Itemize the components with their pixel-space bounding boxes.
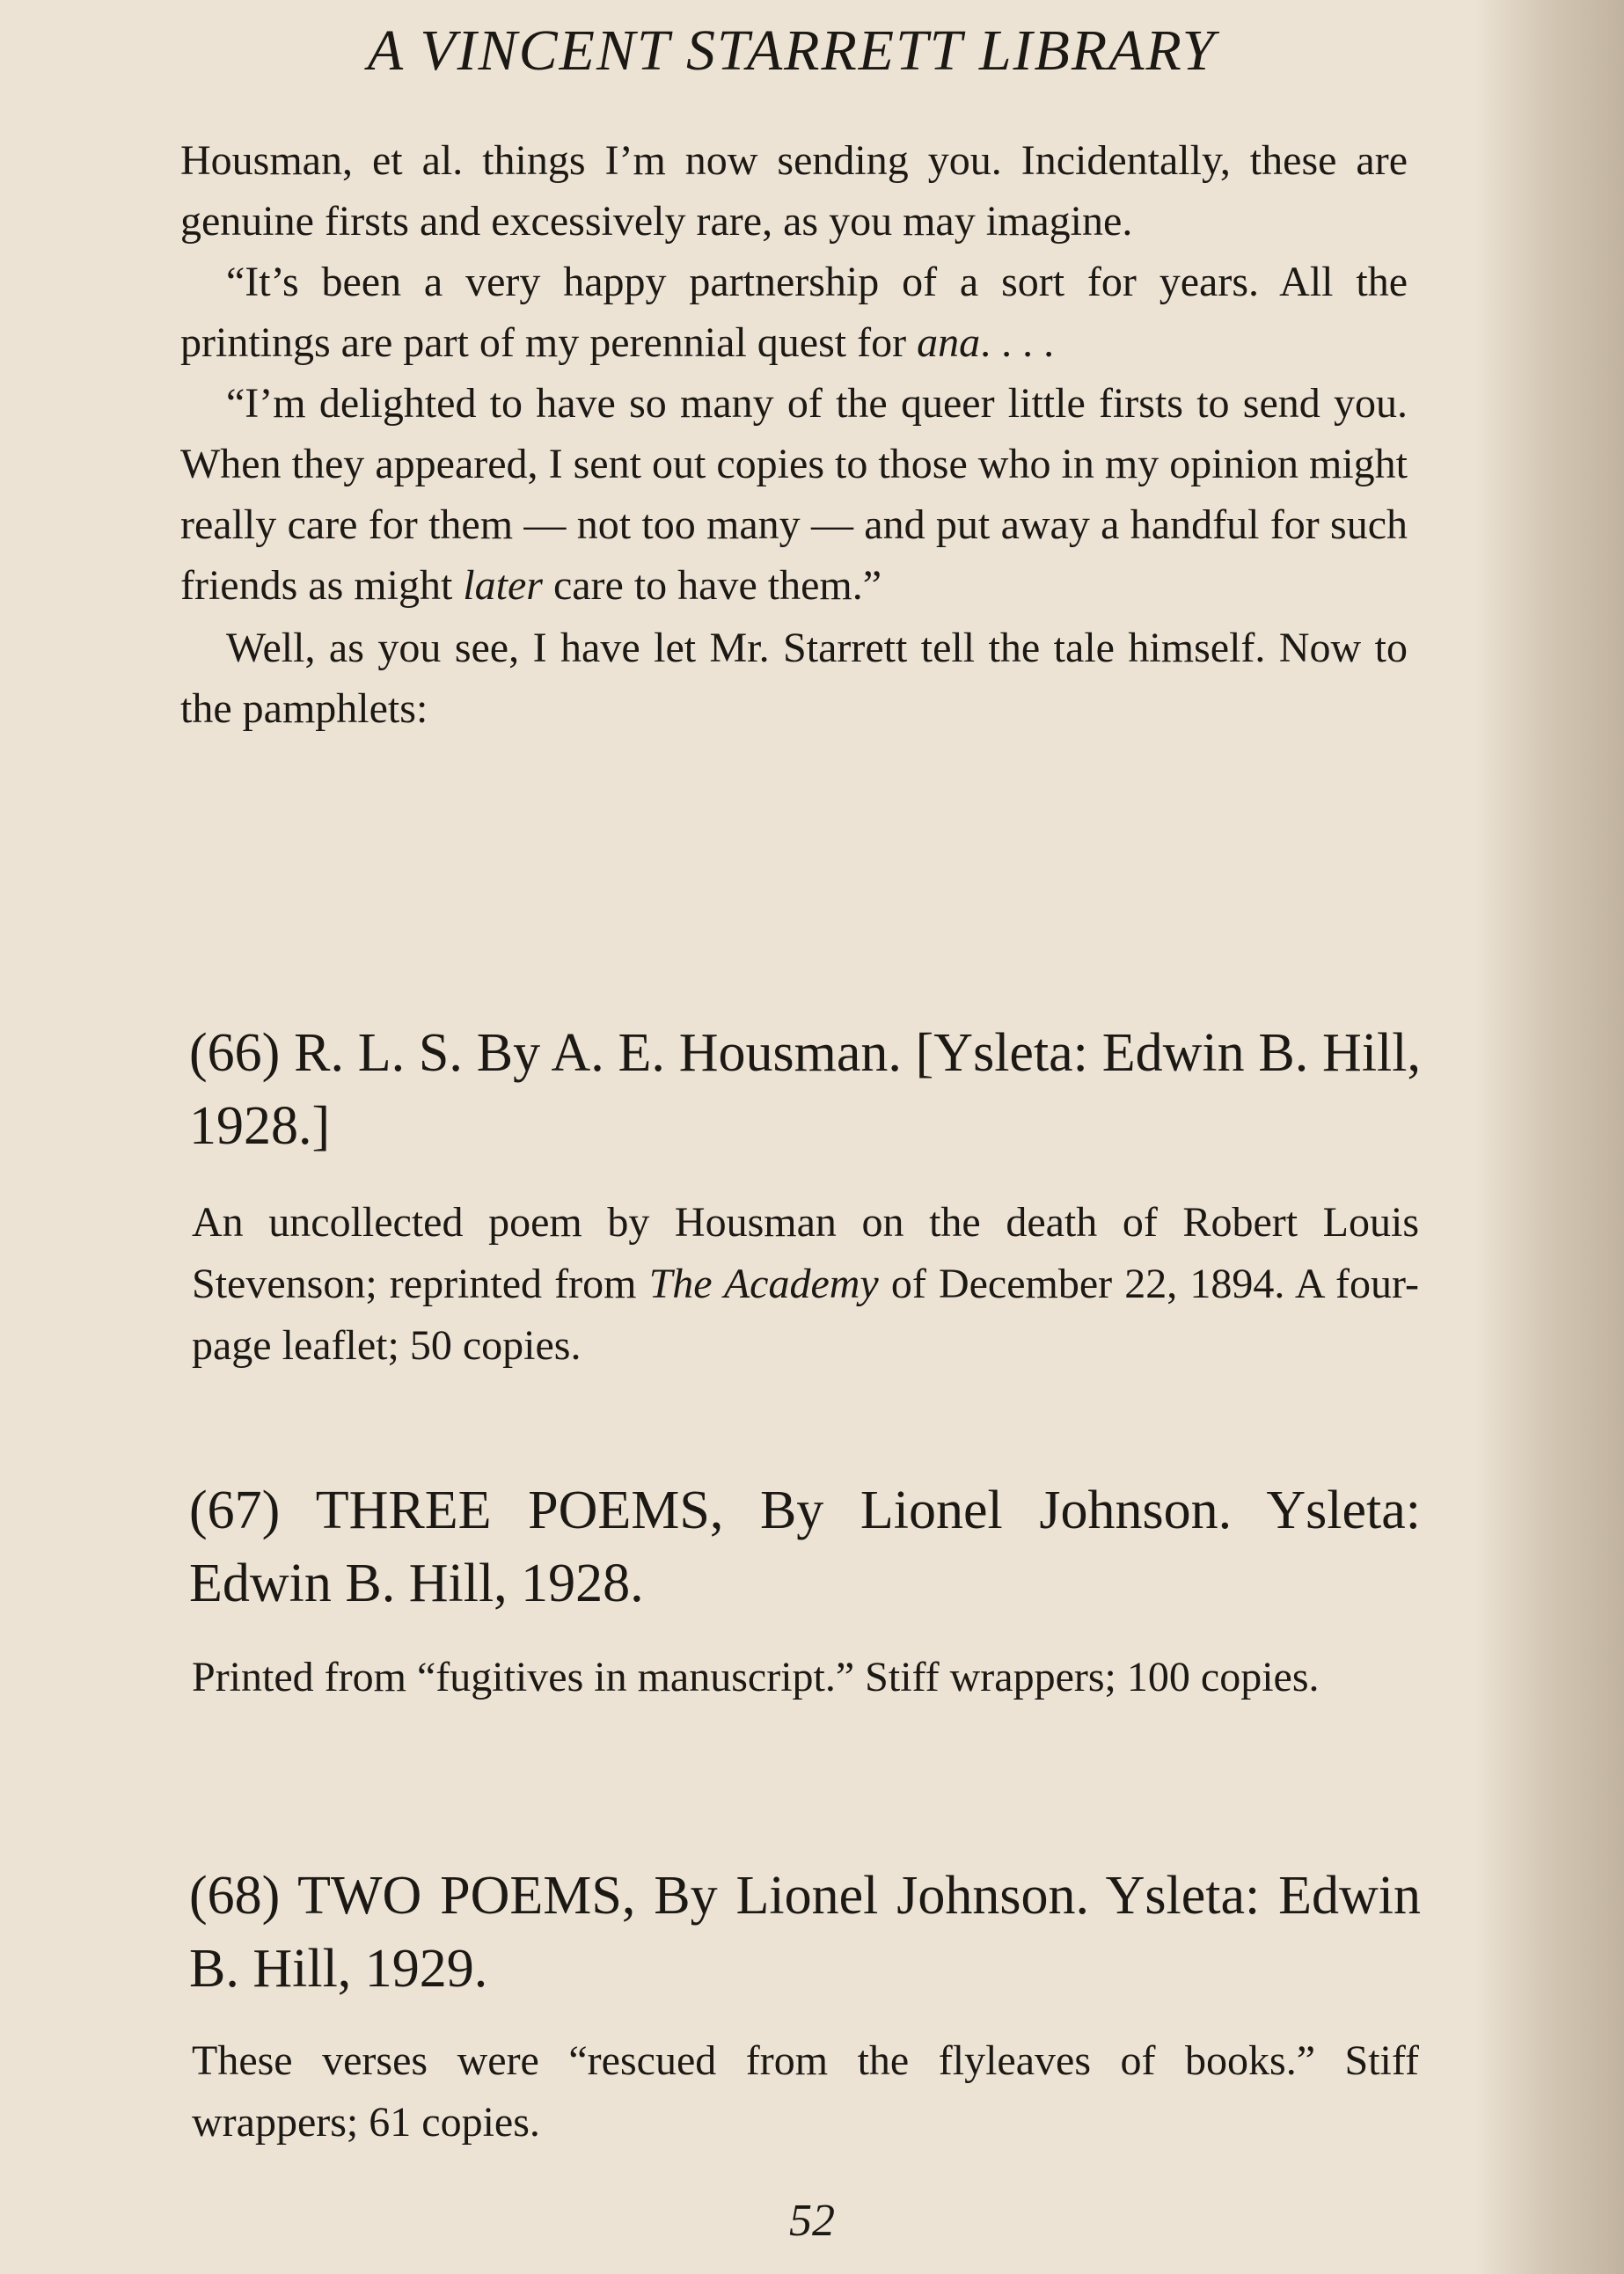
running-head: A VINCENT STARRETT LIBRARY: [367, 18, 1217, 83]
intro-paragraph-4: Well, as you see, I have let Mr. Starrett tell the tale himself. Now to the pamphlets:: [180, 625, 1408, 732]
entry-66-heading: (66) R. L. S. By A. E. Housman. [Ysleta: Edwin B. Hill, 1928.]: [189, 1023, 1421, 1156]
page-edge-shadow: [1474, 0, 1624, 2274]
intro-paragraph-1: Housman, et al. things I’m now sending you. Incidentally, these are genuine firsts and excessively rare, as you may imagine.: [180, 137, 1408, 245]
entry-66-description-italic: The Academy: [648, 1261, 879, 1307]
entry-66-description: [192, 1192, 1419, 1377]
intro-paragraph-2-italic: ana: [917, 319, 981, 366]
entry-66-description-text: An uncollected poem by Housman on the death of Robert Louis Stevenson; reprinted from: [192, 1199, 1419, 1307]
intro-paragraph-2: [180, 252, 1408, 373]
intro-paragraph-2-end: . . . .: [980, 319, 1055, 366]
entry-66-description-end: of December 22, 1894. A four-page leaflet; 50 copies.: [192, 1261, 1420, 1369]
intro-paragraph-3-end: care to have them.”: [542, 562, 882, 609]
intro-paragraph-3: [180, 373, 1408, 616]
entry-68-heading: (68) TWO POEMS, By Lionel Johnson. Ysleta: Edwin B. Hill, 1929.: [189, 1866, 1421, 1999]
entry-67-description: Printed from “fugitives in manuscript.” Stiff wrappers; 100 copies.: [192, 1654, 1320, 1700]
intro-paragraph-3-italic: later: [463, 562, 543, 609]
intro-text: [180, 130, 1408, 739]
intro-paragraph-2-text: “It’s been a very happy partnership of a sort for years. All the printings are part of my perennial quest for: [180, 259, 1408, 366]
intro-paragraph-3-text: “I’m delighted to have so many of the queer little firsts to send you. When they appeared, I sent out copies to those who in my opinion might really care for them — not too many — and put away a handful for such friends as might: [180, 380, 1408, 609]
entry-68-description: These verses were “rescued from the flyleaves of books.” Stiff wrappers; 61 copies.: [192, 2037, 1419, 2146]
entry-67-heading: (67) THREE POEMS, By Lionel Johnson. Ysleta: Edwin B. Hill, 1928.: [189, 1481, 1421, 1613]
page-number: 52: [789, 2196, 835, 2246]
